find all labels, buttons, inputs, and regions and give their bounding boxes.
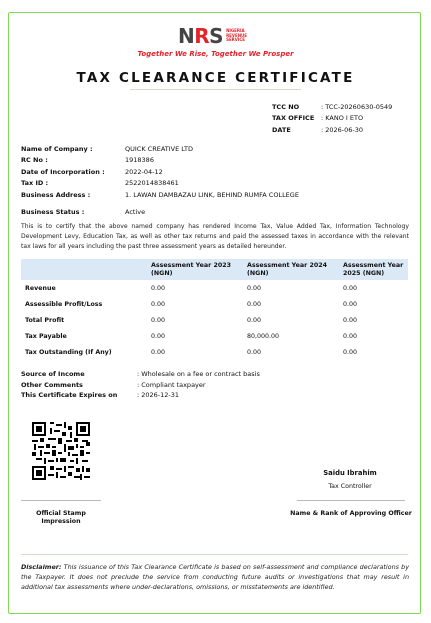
company-row: Name of Company : QUICK CREATIVE LTD: [21, 144, 193, 153]
page-title: TAX CLEARANCE CERTIFICATE: [76, 70, 355, 86]
table-row: Total Profit 0.00 0.00 0.00: [25, 316, 358, 324]
company-row: Date of Incorporation : 2022-04-12: [21, 167, 163, 176]
table-row: Revenue 0.00 0.00 0.00: [25, 284, 358, 292]
approver-line: [297, 500, 405, 501]
logo-subtitle: NIGERIA REVENUE SERVICE: [226, 28, 248, 43]
company-row: Tax ID : 2522014838461: [21, 179, 179, 188]
signatory-role: Tax Controller: [328, 483, 372, 490]
signatory: [296, 469, 404, 490]
disclaimer-text: This issuance of this Tax Clearance Certificate is based on self-assessment and compliance declarations by the Taxpayer. It does not preclude the service from conducting future audits or investigations that may result in additional tax assessments where under-declarations, omissions, or misstatements are identified.: [21, 563, 409, 591]
table-header-cell: Assessment Year 2025 (NGN): [339, 259, 408, 280]
tcc-row: TCC NO : TCC-20260630-0549: [272, 102, 393, 111]
qr-code-icon: [32, 422, 90, 480]
logo-letter-n: N: [178, 24, 195, 48]
logo-letter-s: S: [209, 24, 224, 48]
company-row: Business Address : 1. LAWAN DAMBAZAU LINK, BEHIND RUMFA COLLEGE: [21, 190, 299, 199]
table-header-row: [21, 259, 408, 280]
table-header-cell: Assessment Year 2024 (NGN): [243, 259, 339, 280]
table-row: Assessible Profit/Loss 0.00 0.00 0.00: [25, 300, 358, 308]
business-status-row: Business Status : Active: [21, 208, 146, 217]
income-row: Other Comments : Compliant taxpayer: [21, 380, 206, 389]
table-header-cell: [21, 259, 147, 280]
logo-letter-r: R: [194, 24, 210, 48]
table-header-cell: Assessment Year 2023 (NGN): [147, 259, 243, 280]
disclaimer-label: Disclaimer:: [21, 563, 62, 571]
certification-statement: This is to certify that the above named company has rendered Income Tax, Value Added Tax, Information Technology Development Levy, Education Tax, as well as other tax returns and paid the assessed taxes in accordance with the relevant tax laws for all years including the past three assessment years as detailed hereunder.: [21, 223, 409, 251]
title-divider: [130, 89, 301, 90]
table-row: Tax Outstanding (If Any) 0.00 0.00 0.00: [25, 349, 358, 357]
stamp-line: [21, 500, 101, 501]
company-row: RC No : 1918386: [21, 156, 154, 165]
table-row: Tax Payable 0.00 80,000.00 0.00: [25, 333, 358, 341]
tcc-row: TAX OFFICE : KANO I ETO: [272, 114, 364, 123]
approver-label: Name & Rank of Approving Officer: [290, 510, 412, 517]
income-row: This Certificate Expires on : 2026-12-31: [21, 391, 180, 400]
company-details: [21, 143, 299, 218]
income-details: [21, 369, 260, 401]
tcc-details: [272, 101, 392, 136]
stamp-label: Official Stamp Impression: [36, 510, 86, 525]
status-value: Active: [125, 208, 146, 217]
assessment-table: [21, 259, 408, 361]
income-row: Source of Income : Wholesale on a fee or contract basis: [21, 370, 260, 379]
disclaimer-divider: [21, 554, 408, 555]
tagline: Together We Rise, Together We Prosper: [137, 50, 294, 58]
signatory-name: Saidu Ibrahim: [323, 469, 377, 477]
disclaimer: [21, 562, 409, 592]
tcc-row: DATE : 2026-06-30: [272, 125, 364, 134]
nrs-logo: [178, 26, 247, 46]
